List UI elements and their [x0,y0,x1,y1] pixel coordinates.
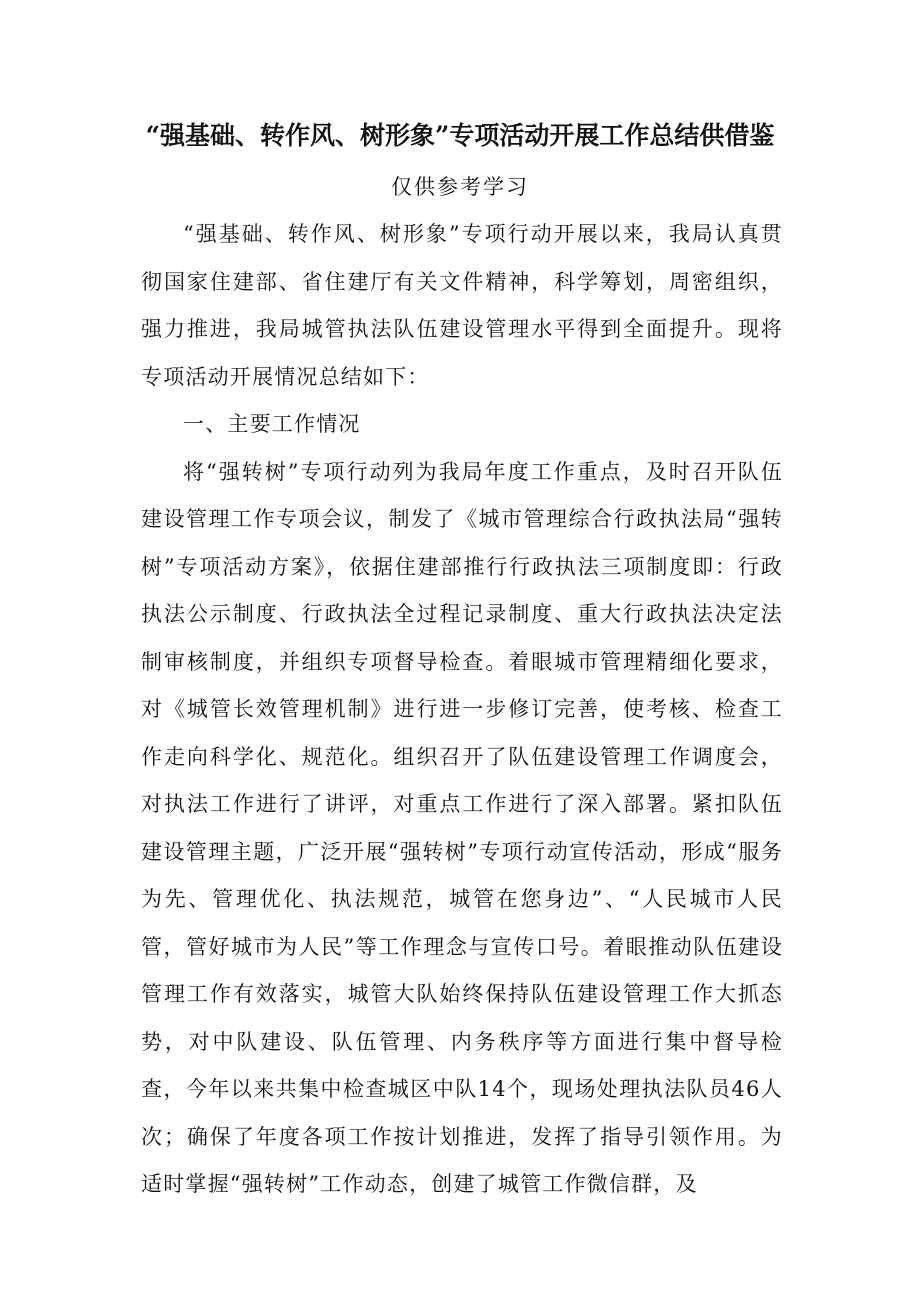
section-paragraph: 将“强转树”专项行动列为我局年度工作重点，及时召开队伍建设管理工作专项会议，制发了《城市管理综合行政执法局“强转树”专项活动方案》，依据住建部推行行政执法三项制度即：行政执法公示制度、行政执法全过程记录制度、重大行政执法决定法制审核制度，并组织专项督导检查。着眼城市管理精细化要求，对《城管长效管理机制》进行进一步修订完善，使考核、检查工作走向科学化、规范化。组织召开了队伍建设管理工作调度会，对执法工作进行了讲评，对重点工作进行了深入部署。紧扣队伍建设管理主题，广泛开展“强转树”专项行动宣传活动，形成“服务为先、管理优化、执法规范，城管在您身边”、“人民城市人民管，管好城市为人民”等工作理念与宣传口号。着眼推动队伍建设管理工作有效落实，城管大队始终保持队伍建设管理工作大抓态势，对中队建设、队伍管理、内务秩序等方面进行集中督导检查，今年以来共集中检查城区中队14个，现场处理执法队员46人次；确保了年度各项工作按计划推进，发挥了指导引领作用。为适时掌握“强转树”工作动态，创建了城管工作微信群，及 [141,459,783,1196]
document-body [141,211,783,1209]
document-title: “强基础、转作风、树形象”专项活动开展工作总结供借鉴 [145,121,775,150]
section-heading: 一、主要工作情况 [183,412,361,436]
document-subtitle: 仅供参考学习 [391,175,529,199]
intro-paragraph: “强基础、转作风、树形象”专项行动开展以来，我局认真贯彻国家住建部、省住建厅有关文件精神，科学筹划，周密组织，强力推进，我局城管执法队伍建设管理水平得到全面提升。现将专项活动开展情况总结如下： [141,222,783,389]
